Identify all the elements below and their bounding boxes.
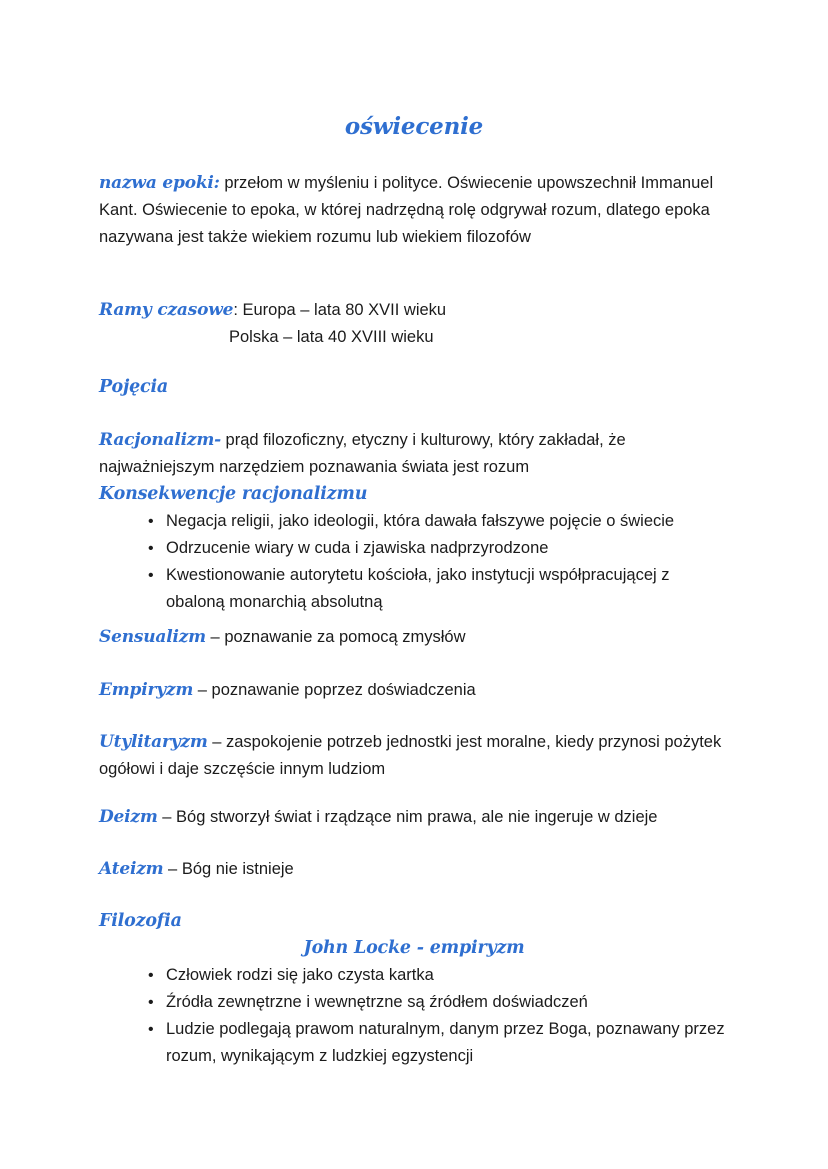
utylitaryzm-label: Utylitaryzm — [99, 732, 208, 752]
ramy-czasowe-polska: Polska – lata 40 XVIII wieku — [229, 328, 434, 346]
sensualizm-paragraph — [99, 624, 729, 651]
section-nazwa-epoki — [99, 170, 729, 251]
filozofia-heading: Filozofia — [99, 911, 182, 931]
ateizm-label: Ateizm — [99, 859, 164, 879]
list-item: • Negacja religii, jako ideologii, która dawała fałszywe pojęcie o świecie — [148, 508, 729, 535]
ateizm-paragraph — [99, 856, 729, 883]
nazwa-epoki-paragraph — [99, 170, 729, 251]
section-utylitaryzm — [99, 729, 729, 783]
list-item: • Kwestionowanie autorytetu kościoła, jako instytucji współpracującej z obaloną monarchią absolutną — [148, 562, 729, 616]
ramy-czasowe-europa: Europa – lata 80 XVII wieku — [242, 301, 447, 319]
list-item: • Odrzucenie wiary w cuda i zjawiska nadprzyrodzone — [148, 535, 729, 562]
empiryzm-text: – poznawanie poprzez doświadczenia — [193, 681, 476, 699]
ramy-czasowe-label: Ramy czasowe — [99, 300, 234, 320]
list-item: • Ludzie podlegają prawom naturalnym, danym przez Boga, poznawany przez rozum, wynikającym z ludzkiej egzystencji — [148, 1016, 729, 1070]
deizm-label: Deizm — [99, 807, 158, 827]
racjonalizm-paragraph — [99, 427, 729, 481]
john-locke-subheading: John Locke - empiryzm — [303, 938, 525, 958]
racjonalizm-label: Racjonalizm- — [99, 430, 221, 450]
sensualizm-text: – poznawanie za pomocą zmysłów — [205, 628, 466, 646]
utylitaryzm-paragraph — [99, 729, 729, 783]
list-item: • Źródła zewnętrzne i wewnętrzne są źródłem doświadczeń — [148, 989, 729, 1016]
nazwa-epoki-text: przełom w myśleniu i polityce. Oświecenie upowszechnił Immanuel Kant. Oświecenie to epoka, w której nadrzędną rolę odgrywał rozum, dlatego epoka nazywana jest także wiekiem rozumu lub wiekiem filozofów — [99, 174, 714, 246]
section-pojecia — [99, 374, 729, 401]
section-ateizm — [99, 856, 729, 883]
ramy-czasowe-line-1 — [99, 297, 729, 324]
deizm-paragraph — [99, 804, 729, 831]
konsekwencje-heading: Konsekwencje racjonalizmu — [99, 484, 368, 504]
deizm-text: – Bóg stworzył świat i rządzące nim prawa, ale nie ingeruje w dzieje — [157, 808, 658, 826]
ateizm-text: – Bóg nie istnieje — [163, 860, 294, 878]
empiryzm-label: Empiryzm — [99, 680, 194, 700]
utylitaryzm-text: – zaspokojenie potrzeb jednostki jest moralne, kiedy przynosi pożytek ogółowi i daje szczęście innym ludziom — [99, 733, 722, 778]
konsekwencje-bullet-list — [99, 508, 729, 616]
racjonalizm-text: prąd filozoficzny, etyczny i kulturowy, który zakładał, że najważniejszym narzędziem poznawania świata jest rozum — [99, 431, 626, 476]
list-item: • Człowiek rodzi się jako czysta kartka — [148, 962, 729, 989]
pojecia-heading: Pojęcia — [99, 377, 169, 397]
sensualizm-label: Sensualizm — [99, 627, 206, 647]
section-deizm — [99, 804, 729, 831]
section-ramy-czasowe — [99, 297, 729, 351]
section-filozofia — [99, 908, 729, 1070]
section-empiryzm — [99, 677, 729, 704]
section-konsekwencje-racjonalizmu — [99, 481, 729, 616]
filozofia-bullet-list — [99, 962, 729, 1070]
ramy-czasowe-separator: : — [233, 301, 243, 319]
section-racjonalizm — [99, 427, 729, 481]
nazwa-epoki-label: nazwa epoki: — [99, 173, 220, 193]
page-title: oświecenie — [344, 113, 484, 141]
empiryzm-paragraph — [99, 677, 729, 704]
section-sensualizm — [99, 624, 729, 651]
